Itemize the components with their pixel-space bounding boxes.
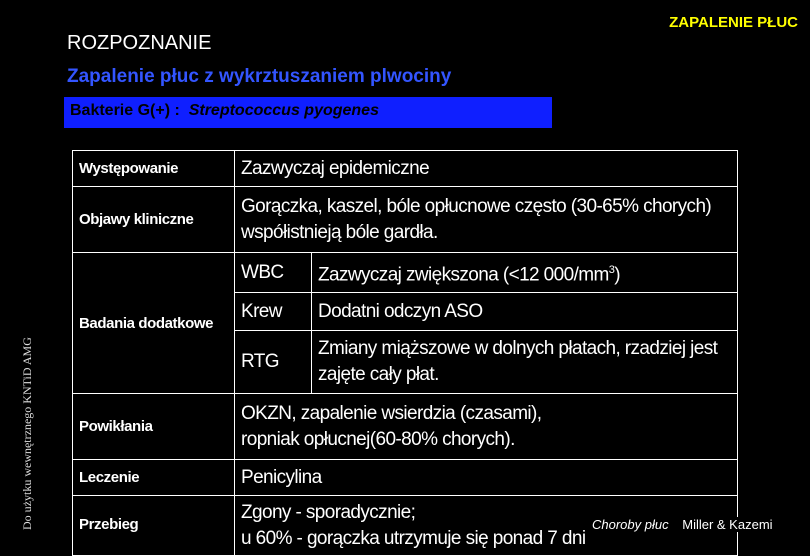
wbc-tail: )	[614, 264, 620, 286]
row-value: Penicylina	[235, 460, 738, 496]
table-row	[73, 253, 738, 293]
table-row	[73, 460, 738, 496]
value-line: Gorączka, kaszel, bóle opłucnowe często (30-65% chorych)	[241, 195, 712, 217]
row-label: Występowanie	[73, 151, 235, 187]
footer-authors: Miller & Kazemi	[682, 517, 773, 532]
pathogen-bar	[64, 97, 552, 128]
pathogen-prefix: Bakterie G(+) :	[70, 102, 180, 119]
table-row	[73, 151, 738, 187]
value-line: współistnieją bóle gardła.	[241, 221, 438, 243]
row-label: Leczenie	[73, 460, 235, 496]
value-line: Zgony - sporadycznie;	[241, 502, 416, 523]
test-value: Dodatni odczyn ASO	[312, 293, 738, 331]
test-value	[312, 331, 738, 394]
row-label: Przebieg	[73, 496, 235, 556]
row-label: Powikłania	[73, 394, 235, 460]
superscript: 3	[608, 263, 615, 276]
row-label: Badania dodatkowe	[73, 253, 235, 394]
value-line: u 60% - gorączka utrzymuje się ponad 7 dni	[241, 528, 586, 549]
test-name: WBC	[235, 253, 312, 293]
table-row	[73, 394, 738, 460]
page-subtitle: Zapalenie płuc z wykrztuszaniem plwociny	[67, 66, 452, 87]
row-value	[235, 187, 738, 253]
test-value	[312, 253, 738, 293]
value-line: zajęte cały płat.	[318, 364, 439, 385]
row-label: Objawy kliniczne	[73, 187, 235, 253]
value-line: ropniak opłucnej(60-80% chorych).	[241, 428, 515, 450]
row-value: Zazwyczaj epidemiczne	[235, 151, 738, 187]
page-title: ROZPOZNANIE	[67, 32, 212, 54]
test-name: RTG	[235, 331, 312, 394]
footer-source: Choroby płuc	[592, 517, 669, 532]
value-line: Zmiany miąższowe w dolnych płatach, rzadziej jest	[318, 338, 718, 359]
side-note: Do użytku wewnętrznego KNTiD AMG	[20, 337, 34, 530]
test-name: Krew	[235, 293, 312, 331]
corner-title: ZAPALENIE PŁUC	[669, 14, 798, 31]
value-line: OKZN, zapalenie wsierdzia (czasami),	[241, 402, 542, 424]
pathogen-name: Streptococcus pyogenes	[188, 102, 379, 119]
wbc-value: Zazwyczaj zwiększona (<12 000/mm	[318, 264, 609, 286]
row-value	[235, 394, 738, 460]
table-row	[73, 187, 738, 253]
source-footer	[588, 517, 777, 532]
diagnosis-table	[72, 150, 738, 556]
